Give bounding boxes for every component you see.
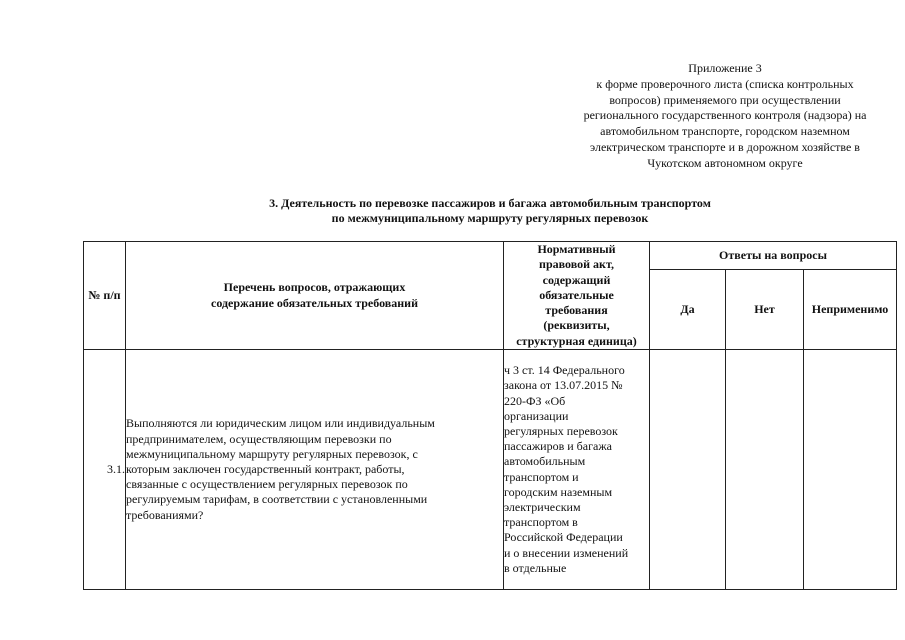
normative-line: в отдельные xyxy=(504,560,567,575)
header-not-applicable: Неприменимо xyxy=(804,270,897,350)
normative-line: регулярных перевозок xyxy=(504,423,618,438)
normative-act-cell xyxy=(504,350,650,590)
section-title-line: по межмуниципальному маршруту регулярных перевозок xyxy=(331,211,649,225)
header-no: Нет xyxy=(726,270,804,350)
header-normative-line: Нормативный xyxy=(537,242,616,256)
section-title xyxy=(200,196,780,226)
section-title-line: 3. Деятельность по перевозке пассажиров и багажа автомобильным транспортом xyxy=(269,196,711,210)
question-line: связанные с осуществлением регулярных перевозок по xyxy=(126,477,408,492)
normative-line: пассажиров и багажа xyxy=(504,439,612,454)
normative-line: организации xyxy=(504,408,569,423)
question-cell xyxy=(126,350,504,590)
appendix-line: Приложение 3 xyxy=(688,61,762,75)
normative-line: и о внесении изменений xyxy=(504,545,629,560)
question-line: которым заключен государственный контракт, работы, xyxy=(126,461,405,476)
normative-line: электрическим xyxy=(504,499,581,514)
header-normative-line: структурная единица) xyxy=(516,333,637,348)
appendix-line: автомобильном транспорте, городском наземном xyxy=(600,124,850,139)
appendix-line: Чукотском автономном округе xyxy=(647,155,803,170)
normative-line: закона от 13.07.2015 № xyxy=(504,378,623,393)
normative-line: автомобильным xyxy=(504,454,586,469)
appendix-line: вопросов) применяемого при осуществлении xyxy=(609,92,841,107)
question-line: межмуниципальному маршруту регулярных перевозок, с xyxy=(126,446,418,461)
question-line: Выполняются ли юридическим лицом или индивидуальным xyxy=(126,416,435,431)
normative-line: ч 3 ст. 14 Федерального xyxy=(504,363,625,378)
table-row xyxy=(84,350,897,590)
normative-line: транспортом в xyxy=(504,515,578,530)
answer-yes-cell[interactable] xyxy=(650,350,726,590)
header-number: № п/п xyxy=(84,242,126,350)
answer-no-cell[interactable] xyxy=(726,350,804,590)
header-normative-line: требования xyxy=(545,303,608,318)
header-yes: Да xyxy=(650,270,726,350)
header-normative-line: правовой акт, xyxy=(539,257,614,272)
header-questions-line: содержание обязательных требований xyxy=(211,295,418,310)
header-questions xyxy=(126,242,504,350)
question-line: предпринимателем, осуществляющим перевозки по xyxy=(126,431,392,446)
checklist-table xyxy=(83,241,897,590)
header-answers: Ответы на вопросы xyxy=(650,242,897,270)
header-normative-line: обязательные xyxy=(539,287,614,302)
header-normative-line: содержащий xyxy=(542,272,611,287)
header-normative-act xyxy=(504,242,650,350)
header-normative-line: (реквизиты, xyxy=(543,318,610,333)
normative-line: 220-ФЗ «Об xyxy=(504,393,566,408)
answer-not-applicable-cell[interactable] xyxy=(804,350,897,590)
appendix-line: к форме проверочного листа (списка контрольных xyxy=(596,76,854,91)
question-line: требованиями? xyxy=(126,507,204,522)
row-number: 3.1. xyxy=(84,350,126,590)
normative-line: городским наземным xyxy=(504,484,613,499)
appendix-line: электрическом транспорте и в дорожном хозяйстве в xyxy=(590,139,860,154)
appendix-block xyxy=(560,61,890,172)
header-questions-line: Перечень вопросов, отражающих xyxy=(223,280,406,295)
normative-line: транспортом и xyxy=(504,469,579,484)
normative-line: Российской Федерации xyxy=(504,530,623,545)
question-line: регулируемым тарифам, в соответствии с установленными xyxy=(126,492,428,507)
appendix-line: регионального государственного контроля (надзора) на xyxy=(583,108,867,123)
